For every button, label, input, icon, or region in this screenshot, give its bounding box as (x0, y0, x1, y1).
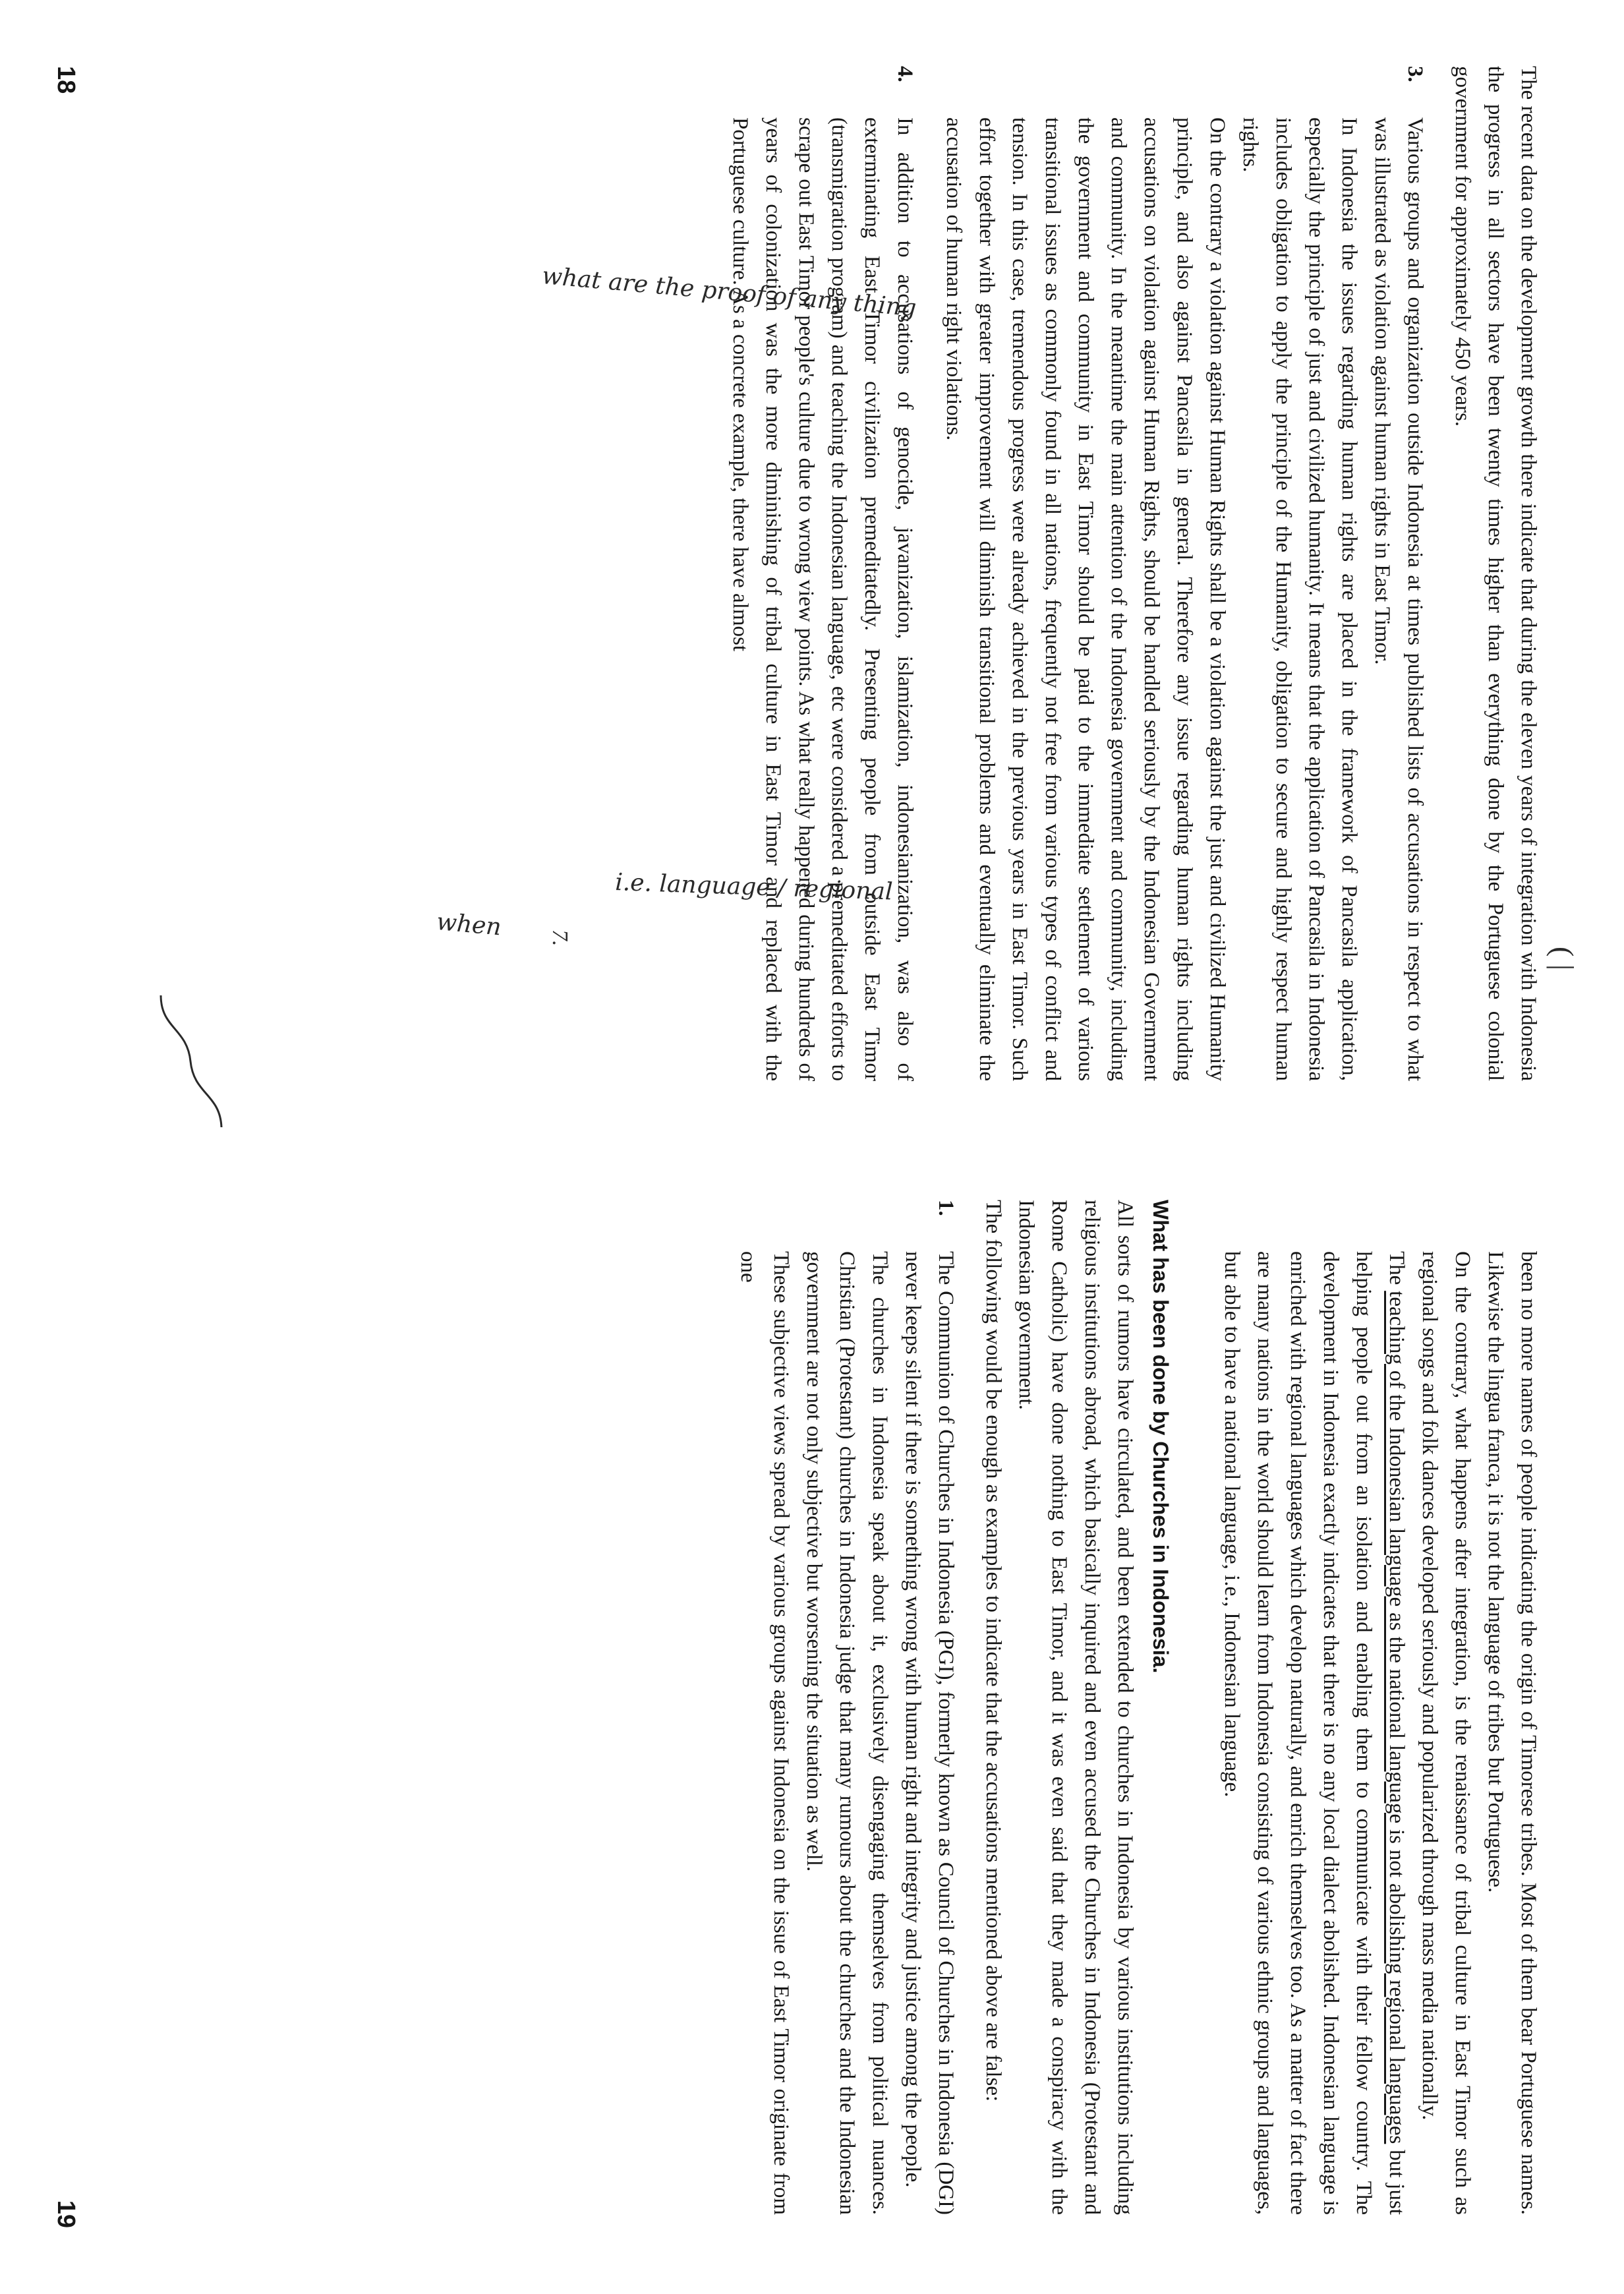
item-1-paragraph-2: The churches in Indonesia speak about it, exclusively disengaging themselves from political nuances. Christian (Protestant) churches in Indonesia judge that many rumours about the churches and the Indonesian government are not only subjective but worsening the situation as well. (802, 1251, 892, 2215)
examples-intro: The following would be enough as examples to indicate that the accusations mentioned above are false: (981, 1200, 1005, 2102)
item-1-paragraph-1: The Communion of Churches in Indonesia (PGI), formerly known as Council of Churches in Indonesia (DGI) never keeps silent if there is something wrong with human right and integrity and justice among the people. (901, 1251, 958, 2215)
item-4-number: 4. (893, 66, 917, 82)
item-1 (732, 1200, 962, 2215)
page-number-19: 19 (52, 2200, 80, 2228)
item-1-number: 1. (934, 1200, 958, 1216)
page-19-body (732, 1200, 1545, 2215)
item-3-number: 3. (1403, 66, 1427, 82)
item-1-paragraph-3: These subjective views spread by various groups against Indonesia on the issue of East Timor originate from one (736, 1251, 793, 2215)
item-3-paragraph-1: Various groups and organization outside Indonesia at times published lists of accusations in respect to what was illustrated as violation against human rights in East Timor. (1370, 117, 1427, 1081)
continuation-paragraph: been no more names of people indicating the origin of Timorese tribes. Most of them bear Portuguese names. Likewise the lingua franca, it is not the language of tribes but Portuguese. (1484, 1251, 1540, 2215)
item-3-paragraph-3: On the contrary a violation against Human Rights shall be a violation against the just and civilized Humanity principle, and also against Pancasila in general. Therefore any issue regarding human rights including accusations on violation against Human Rights, should be handled seriously by the Indonesian Government and community. In the meantime the main attention of the Indonesia government and community, including the government and community in East Timor should be paid to the immediate settlement of various transitional issues as commonly found in all nations, frequently not free from various types of conflict and tension. In this case, tremendous progress were already achieved in the previous years in East Timor. Such effort together with greater improvement will diminish transitional problems and eventually eliminate the accusation of human right violations. (942, 117, 1229, 1081)
handwritten-note-language: i.e. language / regional (614, 869, 894, 906)
handwritten-note-proof: what are the proof of any thing (540, 262, 917, 322)
underlined-passage: teaching of the Indonesian language as the national language is not abolishing regional languages (1385, 1291, 1408, 2144)
handwritten-curly-bracket (154, 989, 227, 1134)
section-heading: What has been done by Churches in Indonesia. (1149, 1200, 1173, 1674)
item-3 (937, 66, 1432, 1081)
handwritten-number-mark: 7. (548, 929, 572, 947)
handwritten-bracket-mark: ( | (1546, 947, 1580, 971)
item-3-paragraph-2: In Indonesia the issues regarding human rights are placed in the framework of Pancasila application, especially the principle of just and civilized humanity. It means that the application of Pancasila in Indonesia includes obligation to apply the principle of the Humanity, obligation to secure and highly respect human rights. (1238, 117, 1361, 1081)
rumors-paragraph: All sorts of rumors have circulated, and been extended to churches in Indonesia by various institutions including religious institutions abroad, which basically inquired and even accused the Churches in Indonesia (Protestant and Rome Catholic) have done nothing to East Timor, and it was even said that they made a conspiracy with the Indonesian government. (1014, 1200, 1137, 2215)
item-4 (724, 66, 921, 1081)
handwritten-note-when: when (435, 908, 503, 941)
language-paragraph: The teaching of the Indonesian language as the national language is not abolishing regional languages but just helping people out from an isolation and enabling them to communicate with their fellow country. The development in Indonesia exactly indicates that there is no any local dialect abolished. Indonesian language is enriched with regional languages which develop naturally, and enrich themselves too. As a matter of fact there are many nations in the world should learn from Indonesia consisting of various ethnic groups and languages, but able to have a national language, i.e., Indonesian language. (1220, 1251, 1408, 2215)
intro-paragraph: The recent data on the development growth there indicate that during the eleven years of integration with Indonesia the progress in all sectors have been twenty times higher than everything done by the Portuguese colonial government for approximately 450 years. (1451, 66, 1540, 1081)
page-19 (0, 1147, 1624, 2294)
item-4-paragraph-1: In addition to accusations of genocide, javanization, islamization, indonesianization, was also of exterminating East Timor civilization premeditatedly. Presenting people from outside East Timor (transmigration program) and teaching the Indonesian language, etc were considered a premeditated efforts to scrape out East Timor people's culture due to wrong view points. As what really happened during hundreds of years of colonization was the more diminishing of tribal culture in East Timor and replaced with the Portuguese culture. As a concrete example, there have almost (728, 117, 917, 1081)
page-18-body (724, 66, 1545, 1081)
renaissance-paragraph: On the contrary, what happens after integration, is the renaissance of tribal culture in East Timor such as regional songs and folk dances developed seriously and popularized through mass media nationally. (1418, 1251, 1474, 2215)
page-number-18: 18 (52, 66, 80, 94)
